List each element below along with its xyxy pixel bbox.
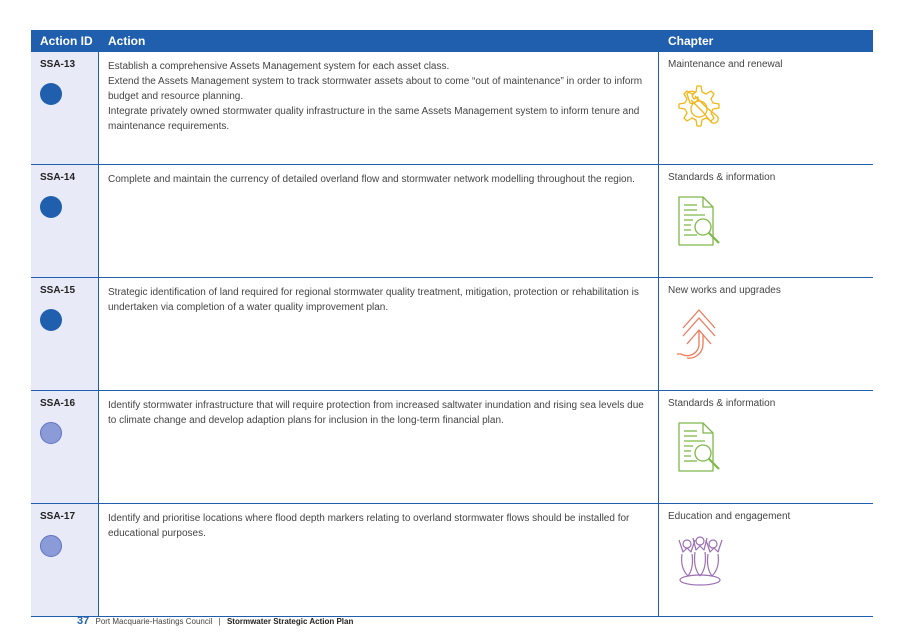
header-action-id: Action ID [40, 34, 93, 48]
header-action: Action [108, 34, 146, 48]
action-id-cell [31, 165, 99, 277]
people-group-icon [673, 532, 727, 588]
action-cell [99, 165, 659, 277]
action-text: Extend the Assets Management system to track stormwater assets about to come “out of maintenance” in order to inform budget and resource planning. [108, 76, 643, 102]
status-dot-icon [40, 196, 62, 218]
chapter-label: Standards & information [668, 398, 776, 409]
gear-wrench-icon [673, 80, 727, 136]
status-dot-icon [40, 309, 62, 331]
page-footer [77, 615, 353, 627]
chapter-label: New works and upgrades [668, 285, 781, 296]
chapter-cell [659, 52, 873, 164]
chapter-label: Education and engagement [668, 511, 791, 522]
action-id-cell [31, 278, 99, 390]
action-text: Integrate privately owned stormwater quality infrastructure in the same Assets Management system to inform tenure and maintenance requirements. [108, 106, 640, 132]
chapter-label: Standards & information [668, 172, 776, 183]
action-text: Establish a comprehensive Assets Management system for each asset class. [108, 61, 450, 72]
document-title: Stormwater Strategic Action Plan [226, 617, 354, 626]
page-number: 37 [77, 615, 90, 627]
action-id-cell [31, 391, 99, 503]
status-dot-icon [40, 535, 62, 557]
table-row [31, 278, 873, 391]
upgrade-arrow-icon [673, 306, 727, 362]
table-row [31, 391, 873, 504]
action-cell [99, 504, 659, 616]
chapter-cell [659, 165, 873, 277]
status-dot-icon [40, 422, 62, 444]
document-search-icon [673, 193, 727, 249]
chapter-cell [659, 504, 873, 616]
action-cell [99, 52, 659, 164]
chapter-cell [659, 278, 873, 390]
action-text: Strategic identification of land required for regional stormwater quality treatment, mitigation, protection or rehabilitation is undertaken via completion of a water quality improvement plan. [108, 287, 639, 313]
action-text: Identify and prioritise locations where flood depth markers relating to overland stormwater flows should be installed for educational purposes. [108, 513, 630, 539]
action-id: SSA-17 [40, 511, 76, 522]
table-row [31, 165, 873, 278]
council-name: Port Macquarie-Hastings Council [95, 617, 213, 626]
chapter-label: Maintenance and renewal [668, 59, 783, 70]
action-cell [99, 278, 659, 390]
table-row [31, 52, 873, 165]
action-id: SSA-16 [40, 398, 76, 409]
footer-separator: | [218, 617, 221, 626]
action-id: SSA-14 [40, 172, 76, 183]
action-text: Complete and maintain the currency of detailed overland flow and stormwater network modelling throughout the region. [108, 174, 635, 185]
action-text: Identify stormwater infrastructure that will require protection from increased saltwater inundation and rising sea levels due to climate change and develop adaption plans for inclusion in the long-term financial plan. [108, 400, 644, 426]
document-search-icon [673, 419, 727, 475]
chapter-cell [659, 391, 873, 503]
header-chapter: Chapter [668, 34, 714, 48]
action-table [31, 30, 873, 617]
table-header [31, 30, 873, 52]
status-dot-icon [40, 83, 62, 105]
action-id: SSA-15 [40, 285, 76, 296]
action-id: SSA-13 [40, 59, 76, 70]
table-row [31, 504, 873, 617]
action-id-cell [31, 52, 99, 164]
action-cell [99, 391, 659, 503]
action-id-cell [31, 504, 99, 616]
